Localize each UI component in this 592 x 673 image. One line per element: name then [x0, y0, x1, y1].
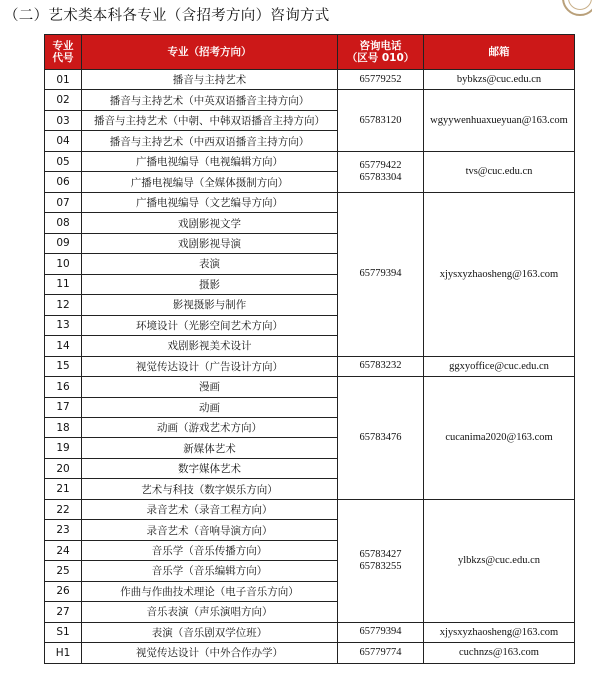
- header-phone: 咨询电话 （区号 010）: [338, 35, 424, 70]
- major-name: 录音艺术（音响导演方向）: [82, 520, 338, 540]
- major-name: 音乐学（音乐传播方向）: [82, 540, 338, 560]
- table-row: [45, 356, 575, 376]
- major-code: 16: [45, 377, 82, 397]
- major-code: 21: [45, 479, 82, 499]
- contact-email[interactable]: xjysxyzhaosheng@163.com: [424, 622, 575, 642]
- major-code: 01: [45, 70, 82, 90]
- major-code: 19: [45, 438, 82, 458]
- major-code: 13: [45, 315, 82, 335]
- contact-phone: 65783427 65783255: [338, 499, 424, 622]
- major-name: 戏剧影视导演: [82, 233, 338, 253]
- contact-email[interactable]: xjysxyzhaosheng@163.com: [424, 192, 575, 356]
- major-name: 戏剧影视美术设计: [82, 336, 338, 356]
- table-row: [45, 377, 575, 397]
- major-code: 25: [45, 561, 82, 581]
- table-row: [45, 90, 575, 110]
- table-body: [45, 70, 575, 664]
- major-code: 22: [45, 499, 82, 519]
- contact-phone: 65783476: [338, 377, 424, 500]
- major-code: 04: [45, 131, 82, 151]
- contact-email[interactable]: ylbkzs@cuc.edu.cn: [424, 499, 575, 622]
- major-name: 音乐学（音乐编辑方向）: [82, 561, 338, 581]
- contact-phone: 65783120: [338, 90, 424, 151]
- major-name: 广播电视编导（电视编辑方向）: [82, 151, 338, 171]
- major-name: 视觉传达设计（中外合作办学）: [82, 643, 338, 663]
- major-name: 广播电视编导（文艺编导方向）: [82, 192, 338, 212]
- major-name: 广播电视编导（全媒体摄制方向）: [82, 172, 338, 192]
- table-row: [45, 643, 575, 663]
- major-name: 播音与主持艺术（中西双语播音主持方向）: [82, 131, 338, 151]
- contact-email[interactable]: bybkzs@cuc.edu.cn: [424, 70, 575, 90]
- major-name: 动画: [82, 397, 338, 417]
- contact-email[interactable]: wgyywenhuaxueyuan@163.com: [424, 90, 575, 151]
- contact-phone: 65779394: [338, 622, 424, 642]
- major-code: 11: [45, 274, 82, 294]
- major-code: 02: [45, 90, 82, 110]
- major-name: 播音与主持艺术（中英双语播音主持方向）: [82, 90, 338, 110]
- major-name: 音乐表演（声乐演唱方向）: [82, 602, 338, 622]
- major-code: 06: [45, 172, 82, 192]
- major-code: 26: [45, 581, 82, 601]
- major-code: 20: [45, 458, 82, 478]
- major-name: 新媒体艺术: [82, 438, 338, 458]
- table-row: [45, 151, 575, 171]
- table-row: [45, 192, 575, 212]
- major-code: 24: [45, 540, 82, 560]
- major-code: 08: [45, 213, 82, 233]
- major-code: 15: [45, 356, 82, 376]
- contact-email[interactable]: tvs@cuc.edu.cn: [424, 151, 575, 192]
- major-code: 03: [45, 110, 82, 130]
- major-code: 10: [45, 254, 82, 274]
- major-code: 23: [45, 520, 82, 540]
- table-row: [45, 622, 575, 642]
- major-name: 作曲与作曲技术理论（电子音乐方向）: [82, 581, 338, 601]
- contact-phone: 65779394: [338, 192, 424, 356]
- major-name: 表演（音乐剧双学位班）: [82, 622, 338, 642]
- major-name: 艺术与科技（数字娱乐方向）: [82, 479, 338, 499]
- major-code: 07: [45, 192, 82, 212]
- table-header-row: [45, 35, 575, 70]
- header-code: 专业 代号: [45, 35, 82, 70]
- header-major: 专业（招考方向）: [82, 35, 338, 70]
- section-title: （二）艺术类本科各专业（含招考方向）咨询方式: [4, 8, 330, 24]
- major-code: 12: [45, 295, 82, 315]
- contact-table: [44, 34, 575, 664]
- major-name: 漫画: [82, 377, 338, 397]
- major-name: 摄影: [82, 274, 338, 294]
- table-row: [45, 70, 575, 90]
- major-name: 环境设计（光影空间艺术方向）: [82, 315, 338, 335]
- major-name: 戏剧影视文学: [82, 213, 338, 233]
- major-code: 18: [45, 417, 82, 437]
- contact-email[interactable]: cucanima2020@163.com: [424, 377, 575, 500]
- major-name: 视觉传达设计（广告设计方向）: [82, 356, 338, 376]
- major-name: 播音与主持艺术（中朝、中韩双语播音主持方向）: [82, 110, 338, 130]
- major-name: 录音艺术（录音工程方向）: [82, 499, 338, 519]
- header-email: 邮箱: [424, 35, 575, 70]
- major-code: 17: [45, 397, 82, 417]
- major-name: 播音与主持艺术: [82, 70, 338, 90]
- contact-phone: 65783232: [338, 356, 424, 376]
- major-code: 14: [45, 336, 82, 356]
- major-name: 表演: [82, 254, 338, 274]
- major-code: 27: [45, 602, 82, 622]
- major-name: 数字媒体艺术: [82, 458, 338, 478]
- contact-phone: 65779422 65783304: [338, 151, 424, 192]
- university-seal-icon: [562, 0, 592, 16]
- major-name: 动画（游戏艺术方向）: [82, 417, 338, 437]
- contact-phone: 65779252: [338, 70, 424, 90]
- major-code: 09: [45, 233, 82, 253]
- major-code: H1: [45, 643, 82, 663]
- table-row: [45, 499, 575, 519]
- major-name: 影视摄影与制作: [82, 295, 338, 315]
- contact-email[interactable]: ggxyoffice@cuc.edu.cn: [424, 356, 575, 376]
- contact-email[interactable]: cuchnzs@163.com: [424, 643, 575, 663]
- contact-phone: 65779774: [338, 643, 424, 663]
- major-code: S1: [45, 622, 82, 642]
- major-code: 05: [45, 151, 82, 171]
